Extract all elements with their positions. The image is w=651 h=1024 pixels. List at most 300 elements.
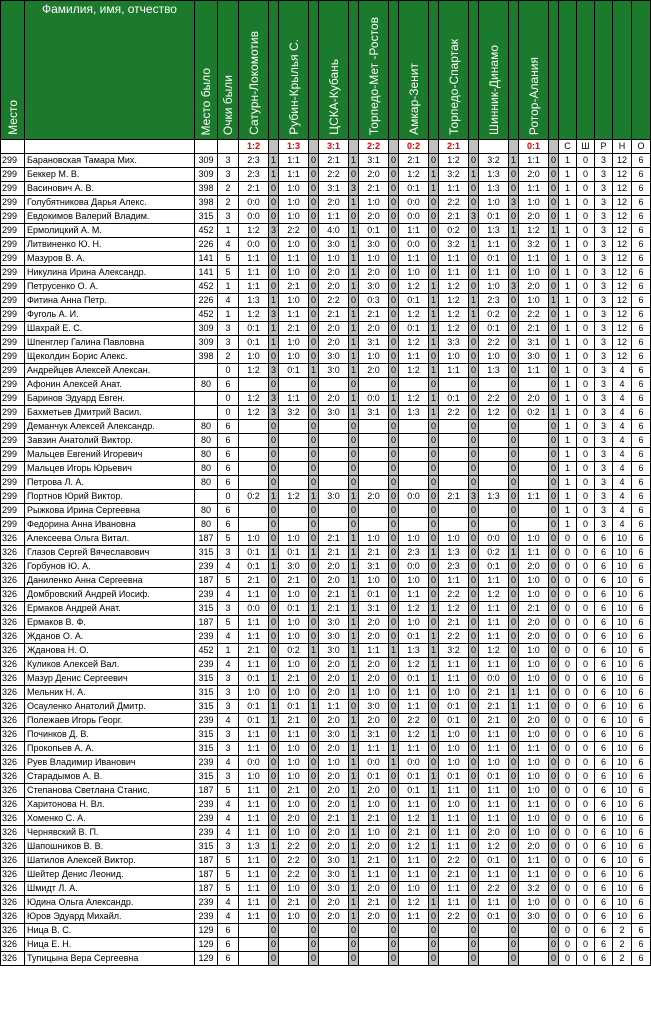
forecast-cell: 0:1: [239, 672, 269, 686]
summary-cell: 6: [595, 700, 613, 714]
forecast-cell: 2:1: [279, 280, 309, 294]
name-cell: Мельник Н. А.: [25, 686, 195, 700]
points-cell: 1: [349, 840, 359, 854]
points-cell: 1: [269, 840, 279, 854]
forecast-cell: 2:1: [279, 714, 309, 728]
points-cell: 0: [389, 266, 399, 280]
forecast-cell: 2:0: [359, 910, 389, 924]
forecast-cell: 2:3: [399, 546, 429, 560]
points-were-cell: 4: [218, 812, 239, 826]
forecast-cell: 1:2: [399, 336, 429, 350]
points-cell: 0: [549, 350, 559, 364]
summary-cell: 10: [613, 546, 632, 560]
points-cell: 0: [469, 252, 479, 266]
points-were-cell: 6: [218, 448, 239, 462]
points-cell: 0: [309, 798, 319, 812]
forecast-cell: 0:2: [279, 644, 309, 658]
forecast-cell: 1:2: [399, 896, 429, 910]
points-cell: 0: [429, 826, 439, 840]
points-cell: 0: [309, 938, 319, 952]
points-cell: 0: [469, 364, 479, 378]
forecast-cell: 1:1: [239, 882, 269, 896]
summary-cell: 12: [613, 350, 632, 364]
summary-cell: 0: [559, 896, 577, 910]
summary-cell: 0: [559, 658, 577, 672]
points-cell: 0: [269, 658, 279, 672]
points-were-cell: 4: [218, 588, 239, 602]
forecast-cell: 1:2: [439, 602, 469, 616]
forecast-cell: [359, 952, 389, 966]
table-row: [1, 728, 651, 742]
forecast-cell: [519, 378, 549, 392]
table-row: [1, 770, 651, 784]
place-cell: 326: [1, 924, 25, 938]
summary-cell: 0: [577, 308, 595, 322]
name-cell: Старадымов А. В.: [25, 770, 195, 784]
name-cell: Барановская Тамара Мих.: [25, 154, 195, 168]
forecast-cell: 0:1: [359, 770, 389, 784]
points-cell: 1: [309, 602, 319, 616]
forecast-cell: 1:1: [519, 798, 549, 812]
points-cell: 0: [389, 728, 399, 742]
forecast-cell: 1:0: [279, 210, 309, 224]
points-cell: 0: [349, 210, 359, 224]
forecast-cell: 1:2: [399, 364, 429, 378]
summary-cell: 0: [577, 476, 595, 490]
points-cell: 0: [469, 910, 479, 924]
points-cell: 0: [349, 378, 359, 392]
place-was-cell: 80: [195, 378, 218, 392]
forecast-cell: 3:1: [359, 336, 389, 350]
points-cell: 0: [269, 616, 279, 630]
summary-cell: 4: [613, 476, 632, 490]
points-were-cell: 3: [218, 602, 239, 616]
summary-header: Р: [595, 140, 613, 154]
forecast-cell: 1:1: [239, 588, 269, 602]
points-cell: 0: [549, 476, 559, 490]
points-cell: 1: [269, 560, 279, 574]
points-cell: 0: [429, 448, 439, 462]
points-were-cell: 5: [218, 252, 239, 266]
points-cell: 1: [349, 686, 359, 700]
points-cell: 0: [549, 700, 559, 714]
summary-cell: 0: [559, 588, 577, 602]
forecast-cell: [399, 434, 429, 448]
table-row: [1, 266, 651, 280]
points-cell: 0: [349, 448, 359, 462]
summary-cell: 6: [632, 168, 651, 182]
forecast-cell: 0:1: [399, 630, 429, 644]
points-cell: 3: [349, 182, 359, 196]
forecast-cell: 2:1: [319, 546, 349, 560]
summary-cell: 6: [632, 672, 651, 686]
name-cell: Хоменко С. А.: [25, 812, 195, 826]
forecast-cell: 0:0: [359, 392, 389, 406]
points-cell: 0: [269, 896, 279, 910]
points-cell: 0: [349, 518, 359, 532]
match-result: 1:3: [279, 140, 309, 154]
points-cell: 0: [469, 882, 479, 896]
forecast-cell: 3:0: [319, 728, 349, 742]
points-cell: 1: [349, 490, 359, 504]
summary-cell: 1: [559, 420, 577, 434]
place-cell: 326: [1, 798, 25, 812]
forecast-cell: 1:1: [279, 308, 309, 322]
points-cell: 0: [309, 308, 319, 322]
forecast-cell: 2:1: [319, 812, 349, 826]
points-cell: 1: [429, 602, 439, 616]
forecast-cell: 0:1: [359, 224, 389, 238]
forecast-cell: 1:0: [359, 532, 389, 546]
forecast-cell: 1:1: [279, 154, 309, 168]
forecast-cell: 1:3: [439, 546, 469, 560]
name-cell: Ермаков Андрей Анат.: [25, 602, 195, 616]
table-row: [1, 364, 651, 378]
summary-cell: 4: [613, 434, 632, 448]
summary-cell: 0: [577, 392, 595, 406]
forecast-cell: 1:3: [399, 406, 429, 420]
forecast-cell: 2:1: [479, 700, 509, 714]
place-was-cell: 226: [195, 294, 218, 308]
points-cell: 0: [429, 476, 439, 490]
points-cell: 1: [349, 560, 359, 574]
points-cell: 0: [309, 182, 319, 196]
name-cell: Юдина Ольга Александр.: [25, 896, 195, 910]
forecast-cell: [279, 924, 309, 938]
place-was-cell: 315: [195, 602, 218, 616]
forecast-cell: [519, 462, 549, 476]
forecast-cell: [319, 952, 349, 966]
forecast-cell: 1:1: [359, 868, 389, 882]
summary-cell: 6: [595, 714, 613, 728]
summary-cell: 0: [577, 252, 595, 266]
points-cell: 1: [429, 840, 439, 854]
forecast-cell: [399, 420, 429, 434]
name-cell: Петрова Л. А.: [25, 476, 195, 490]
summary-cell: 6: [595, 658, 613, 672]
points-cell: 0: [309, 574, 319, 588]
points-cell: 1: [349, 308, 359, 322]
forecast-cell: 1:0: [279, 350, 309, 364]
points-cell: 0: [429, 560, 439, 574]
summary-cell: 0: [577, 574, 595, 588]
summary-cell: 1: [559, 364, 577, 378]
points-cell: 0: [469, 854, 479, 868]
points-cell: 0: [389, 196, 399, 210]
points-cell: 0: [549, 266, 559, 280]
summary-cell: 3: [595, 350, 613, 364]
summary-cell: 1: [559, 238, 577, 252]
place-was-cell: [195, 490, 218, 504]
forecast-cell: [319, 462, 349, 476]
summary-cell: 10: [613, 630, 632, 644]
points-cell: 1: [349, 854, 359, 868]
summary-cell: 12: [613, 224, 632, 238]
name-cell: Юров Эдуард Михайл.: [25, 910, 195, 924]
forecast-cell: [319, 378, 349, 392]
points-cell: 1: [349, 910, 359, 924]
summary-cell: 6: [595, 952, 613, 966]
points-cell: 1: [429, 294, 439, 308]
place-was-cell: 141: [195, 266, 218, 280]
place-was-cell: 226: [195, 238, 218, 252]
summary-cell: 6: [632, 658, 651, 672]
forecast-cell: 1:0: [519, 896, 549, 910]
points-cell: 1: [509, 154, 519, 168]
forecast-cell: 1:0: [359, 252, 389, 266]
summary-cell: 6: [632, 504, 651, 518]
points-cell: 0: [389, 532, 399, 546]
points-cell: 1: [429, 812, 439, 826]
forecast-cell: 3:1: [359, 406, 389, 420]
points-cell: 1: [349, 644, 359, 658]
match-result: 1:2: [239, 140, 269, 154]
forecast-cell: 1:1: [239, 868, 269, 882]
forecast-cell: 3:0: [319, 644, 349, 658]
summary-cell: 0: [577, 420, 595, 434]
name-cell: Горбунов Ю. А.: [25, 560, 195, 574]
points-cell: 1: [349, 616, 359, 630]
forecast-cell: 1:0: [479, 280, 509, 294]
place-cell: 326: [1, 616, 25, 630]
points-cell: 0: [309, 238, 319, 252]
points-cell: 0: [389, 868, 399, 882]
forecast-cell: 2:2: [439, 910, 469, 924]
points-cell: 1: [349, 756, 359, 770]
forecast-cell: 1:0: [279, 742, 309, 756]
points-cell: 1: [349, 266, 359, 280]
forecast-cell: 1:3: [239, 294, 269, 308]
points-cell: 0: [429, 700, 439, 714]
forecast-cell: 1:0: [359, 574, 389, 588]
points-cell: 0: [549, 630, 559, 644]
forecast-cell: 2:0: [319, 658, 349, 672]
forecast-cell: 2:0: [319, 392, 349, 406]
summary-cell: 0: [559, 546, 577, 560]
points-cell: 0: [429, 252, 439, 266]
table-row: [1, 280, 651, 294]
place-cell: 299: [1, 280, 25, 294]
table-row: [1, 350, 651, 364]
points-cell: 0: [389, 630, 399, 644]
points-cell: 3: [269, 224, 279, 238]
forecast-cell: 1:1: [479, 728, 509, 742]
summary-cell: 6: [632, 630, 651, 644]
points-cell: 0: [429, 756, 439, 770]
summary-cell: 12: [613, 196, 632, 210]
points-cell: 0: [469, 476, 479, 490]
summary-cell: 12: [613, 336, 632, 350]
points-cell: 0: [269, 812, 279, 826]
summary-cell: 4: [613, 364, 632, 378]
points-cell: 0: [389, 518, 399, 532]
name-cell: Руев Владимир Иванович: [25, 756, 195, 770]
points-cell: 0: [309, 686, 319, 700]
name-cell: Ница В. С.: [25, 924, 195, 938]
table-row: [1, 462, 651, 476]
summary-cell: 4: [613, 448, 632, 462]
points-cell: 0: [269, 462, 279, 476]
forecast-cell: 1:0: [279, 294, 309, 308]
points-cell: 0: [269, 350, 279, 364]
points-cell: 0: [309, 406, 319, 420]
points-cell: 0: [549, 686, 559, 700]
summary-cell: 6: [632, 154, 651, 168]
forecast-cell: 3:1: [319, 182, 349, 196]
name-cell: Мальцев Игорь Юрьевич: [25, 462, 195, 476]
header-match: Торпедо-Спартак: [439, 1, 469, 140]
place-cell: 299: [1, 350, 25, 364]
table-row: [1, 910, 651, 924]
points-were-cell: 3: [218, 546, 239, 560]
forecast-cell: 2:0: [519, 210, 549, 224]
name-cell: Жданова Н. О.: [25, 644, 195, 658]
table-row: [1, 798, 651, 812]
place-cell: 326: [1, 756, 25, 770]
forecast-cell: 0:2: [439, 224, 469, 238]
summary-cell: 0: [577, 238, 595, 252]
points-cell: 0: [509, 672, 519, 686]
forecast-cell: 1:0: [399, 532, 429, 546]
summary-cell: 6: [595, 588, 613, 602]
summary-cell: 0: [559, 938, 577, 952]
place-was-cell: 452: [195, 280, 218, 294]
summary-cell: 0: [577, 700, 595, 714]
summary-cell: 3: [595, 448, 613, 462]
summary-cell: 10: [613, 742, 632, 756]
forecast-cell: 1:0: [279, 616, 309, 630]
points-cell: 1: [349, 896, 359, 910]
points-cell: 0: [549, 336, 559, 350]
forecast-cell: 0:2: [479, 308, 509, 322]
forecast-cell: 1:1: [279, 392, 309, 406]
points-were-cell: 3: [218, 322, 239, 336]
summary-cell: 0: [577, 462, 595, 476]
forecast-cell: 1:1: [239, 784, 269, 798]
points-cell: 0: [389, 378, 399, 392]
points-cell: 1: [349, 546, 359, 560]
summary-cell: 6: [595, 616, 613, 630]
forecast-cell: 1:0: [399, 882, 429, 896]
place-cell: 326: [1, 686, 25, 700]
forecast-cell: [239, 434, 269, 448]
table-row: [1, 420, 651, 434]
summary-cell: 0: [559, 560, 577, 574]
forecast-cell: 2:0: [359, 210, 389, 224]
summary-cell: 3: [595, 252, 613, 266]
place-was-cell: 80: [195, 420, 218, 434]
place-cell: 326: [1, 532, 25, 546]
points-cell: 0: [389, 322, 399, 336]
points-cell: 0: [429, 154, 439, 168]
summary-cell: 0: [577, 196, 595, 210]
forecast-cell: 1:0: [359, 798, 389, 812]
forecast-cell: 1:0: [519, 644, 549, 658]
forecast-cell: 1:0: [399, 574, 429, 588]
table-row: [1, 336, 651, 350]
points-cell: 0: [549, 154, 559, 168]
points-cell: 0: [389, 238, 399, 252]
summary-cell: 6: [595, 812, 613, 826]
summary-cell: 6: [632, 266, 651, 280]
summary-cell: 6: [632, 574, 651, 588]
forecast-cell: 1:0: [519, 294, 549, 308]
name-cell: Мазур Денис Сергеевич: [25, 672, 195, 686]
points-cell: 0: [549, 658, 559, 672]
summary-cell: 10: [613, 770, 632, 784]
forecast-cell: 2:0: [359, 322, 389, 336]
summary-cell: 0: [577, 588, 595, 602]
place-cell: 299: [1, 336, 25, 350]
summary-cell: 0: [577, 630, 595, 644]
summary-cell: 6: [595, 574, 613, 588]
points-cell: 0: [309, 658, 319, 672]
place-was-cell: 239: [195, 896, 218, 910]
forecast-cell: 1:1: [479, 602, 509, 616]
forecast-cell: 2:2: [439, 630, 469, 644]
points-cell: 1: [309, 644, 319, 658]
summary-cell: 6: [595, 756, 613, 770]
summary-cell: 0: [559, 952, 577, 966]
name-cell: Завзин Анатолий Виктор.: [25, 434, 195, 448]
summary-cell: 6: [632, 714, 651, 728]
forecast-cell: 1:0: [279, 630, 309, 644]
name-cell: Васинович А. В.: [25, 182, 195, 196]
forecast-cell: 0:0: [399, 210, 429, 224]
forecast-cell: 1:3: [479, 224, 509, 238]
summary-cell: 6: [632, 770, 651, 784]
points-cell: 0: [309, 392, 319, 406]
forecast-cell: 2:0: [319, 896, 349, 910]
place-was-cell: 315: [195, 700, 218, 714]
forecast-cell: 2:0: [319, 322, 349, 336]
points-cell: 0: [269, 854, 279, 868]
points-cell: 0: [269, 280, 279, 294]
name-cell: Прокопьев А. А.: [25, 742, 195, 756]
points-cell: 0: [549, 854, 559, 868]
points-cell: 3: [269, 364, 279, 378]
points-cell: 0: [269, 826, 279, 840]
forecast-cell: 1:0: [279, 658, 309, 672]
forecast-cell: 1:2: [399, 602, 429, 616]
forecast-cell: 1:1: [479, 896, 509, 910]
summary-cell: 6: [632, 700, 651, 714]
forecast-cell: 2:1: [319, 308, 349, 322]
forecast-cell: 2:0: [319, 560, 349, 574]
forecast-cell: 1:0: [439, 350, 469, 364]
forecast-cell: 1:0: [279, 756, 309, 770]
forecast-cell: 1:1: [399, 588, 429, 602]
forecast-cell: [439, 952, 469, 966]
points-cell: 0: [429, 854, 439, 868]
points-cell: 0: [509, 896, 519, 910]
forecast-cell: 1:0: [439, 798, 469, 812]
forecast-cell: [479, 952, 509, 966]
forecast-cell: [519, 476, 549, 490]
summary-cell: 6: [632, 728, 651, 742]
forecast-cell: [479, 518, 509, 532]
place-cell: 299: [1, 504, 25, 518]
points-cell: 0: [429, 378, 439, 392]
summary-cell: 6: [632, 224, 651, 238]
summary-cell: 0: [559, 686, 577, 700]
points-cell: 0: [549, 518, 559, 532]
points-cell: 0: [389, 686, 399, 700]
summary-cell: 1: [559, 378, 577, 392]
points-cell: 1: [429, 728, 439, 742]
forecast-cell: 2:1: [359, 308, 389, 322]
forecast-cell: 1:1: [279, 252, 309, 266]
